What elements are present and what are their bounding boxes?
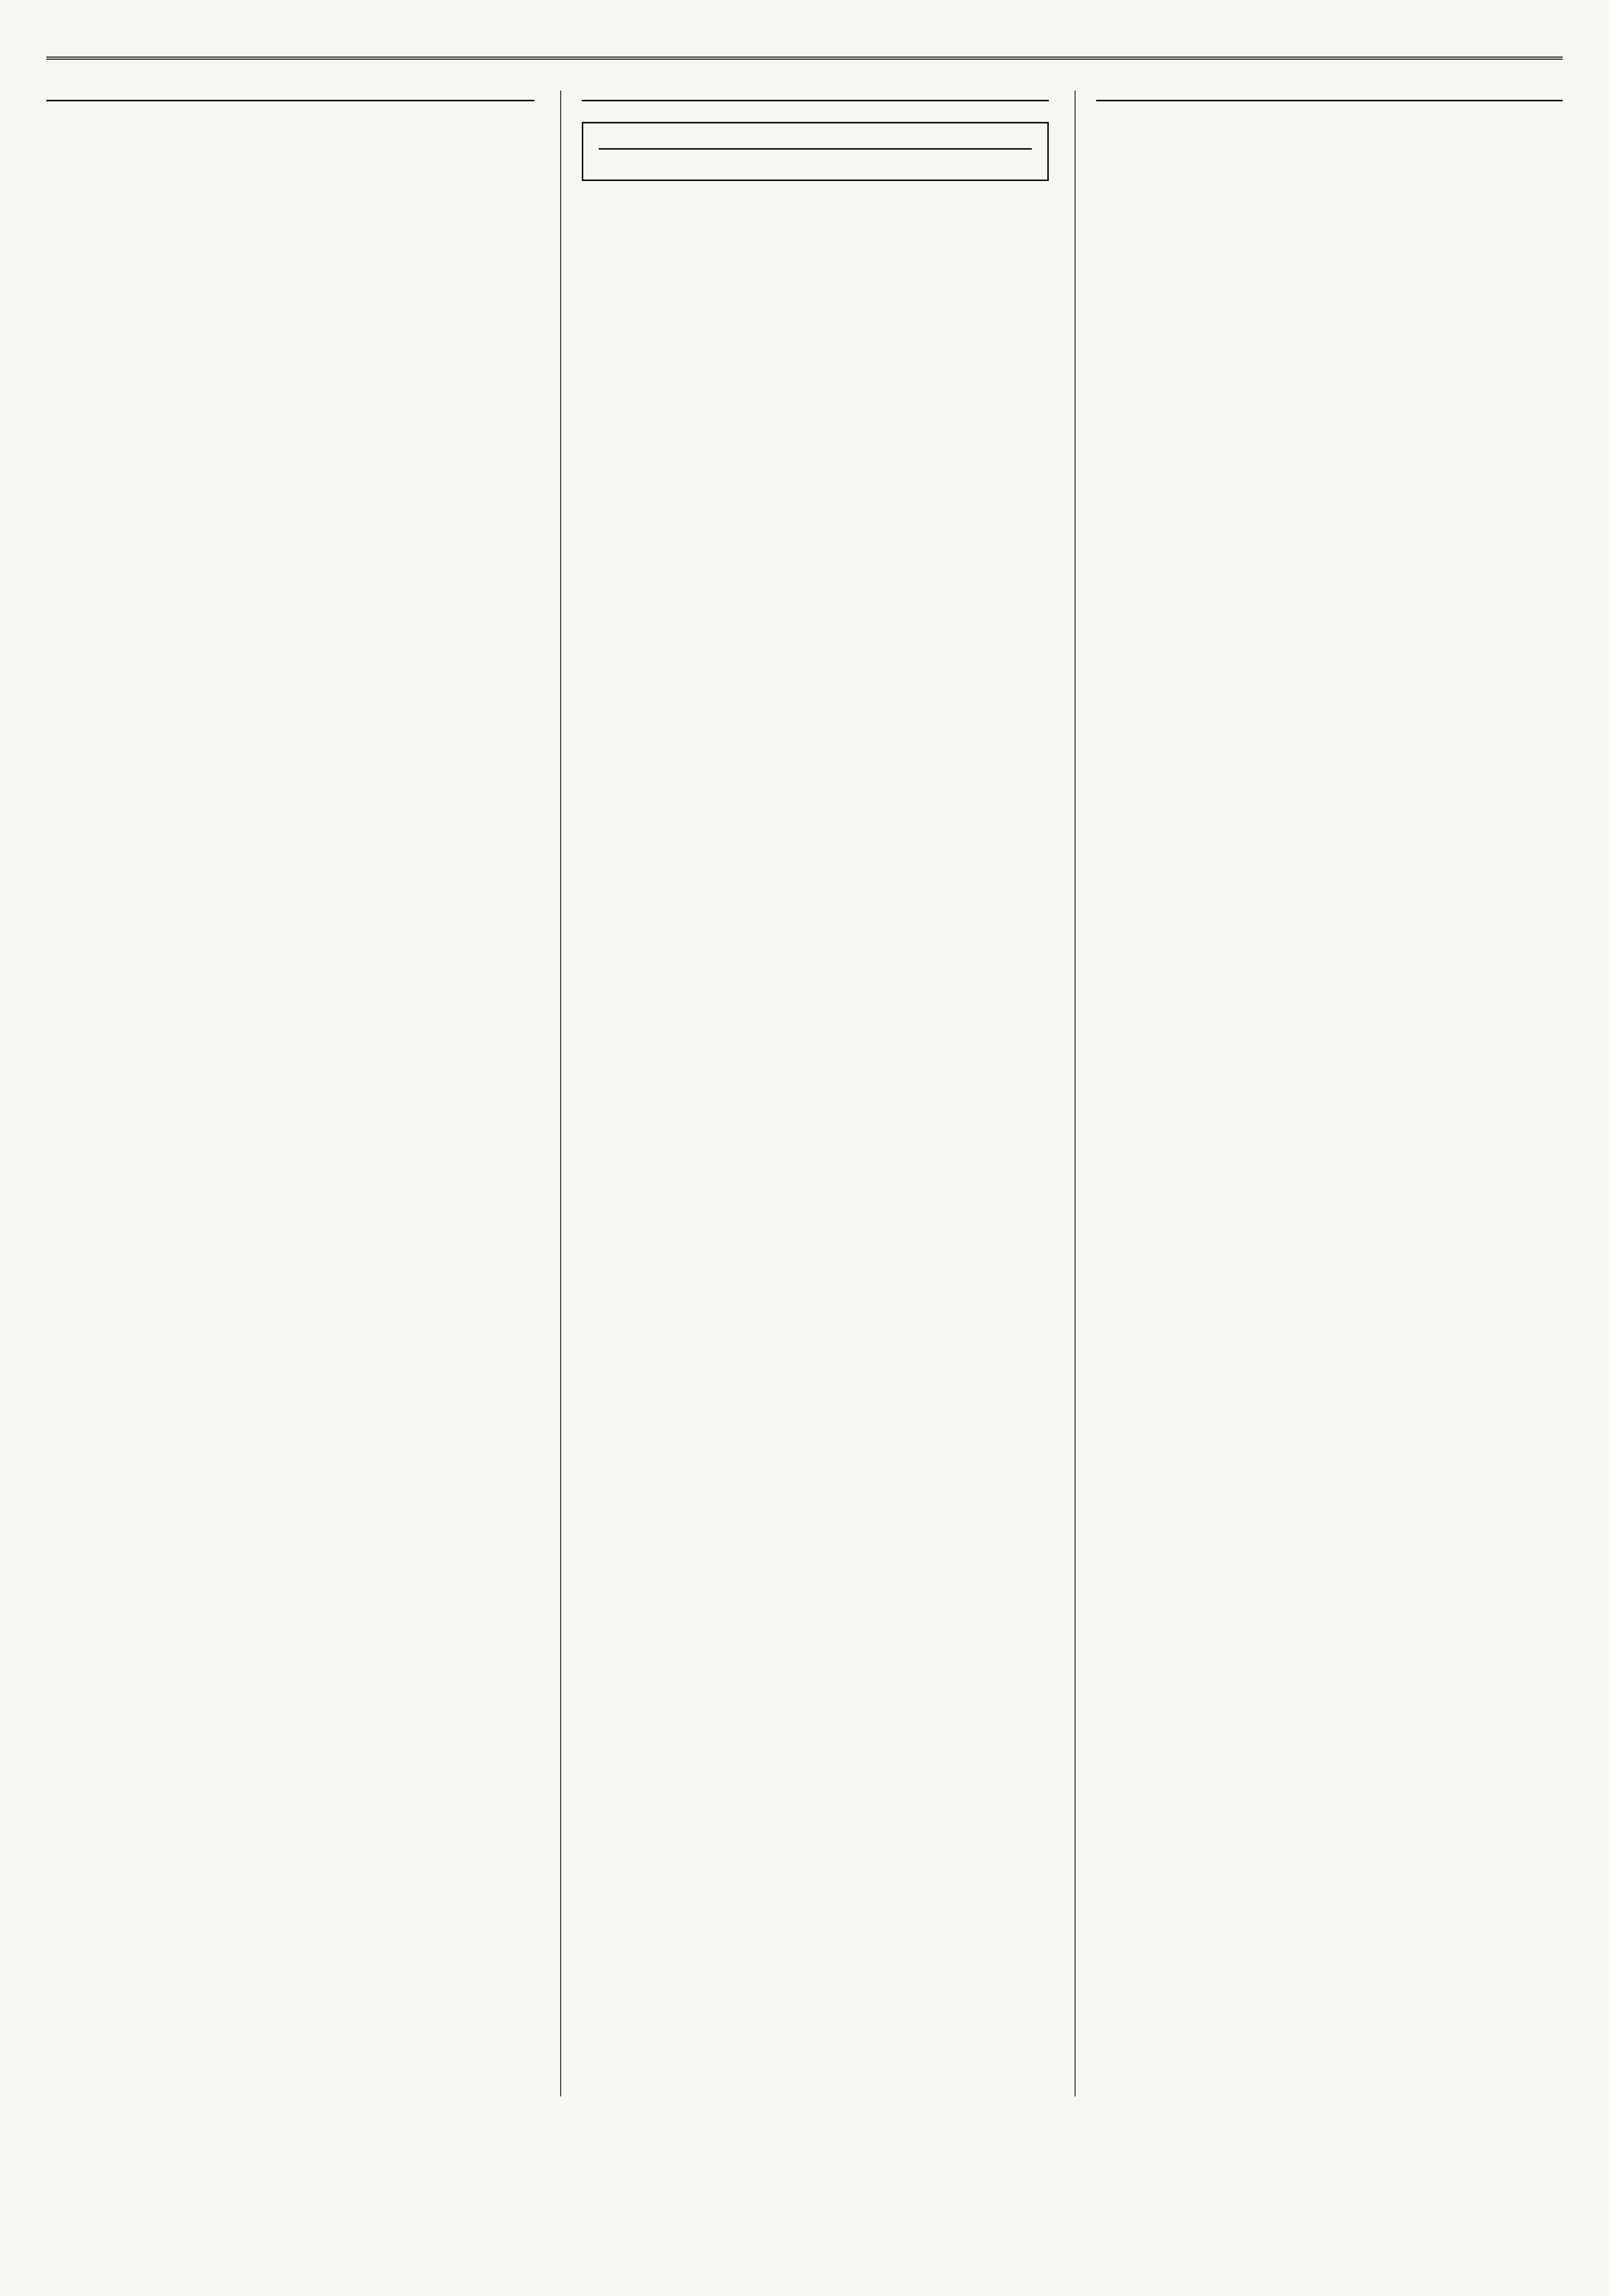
article-grid (46, 91, 1563, 2096)
article-headline (46, 91, 534, 101)
article-column-3 (1075, 91, 1563, 2096)
sidebar-headline (599, 139, 1031, 150)
sidebar-box (582, 122, 1048, 181)
article-column-2 (560, 91, 1048, 2096)
masthead (46, 41, 1563, 60)
article-headline (1096, 91, 1563, 101)
article-column-1 (46, 91, 534, 2096)
article-headline (582, 91, 1048, 101)
